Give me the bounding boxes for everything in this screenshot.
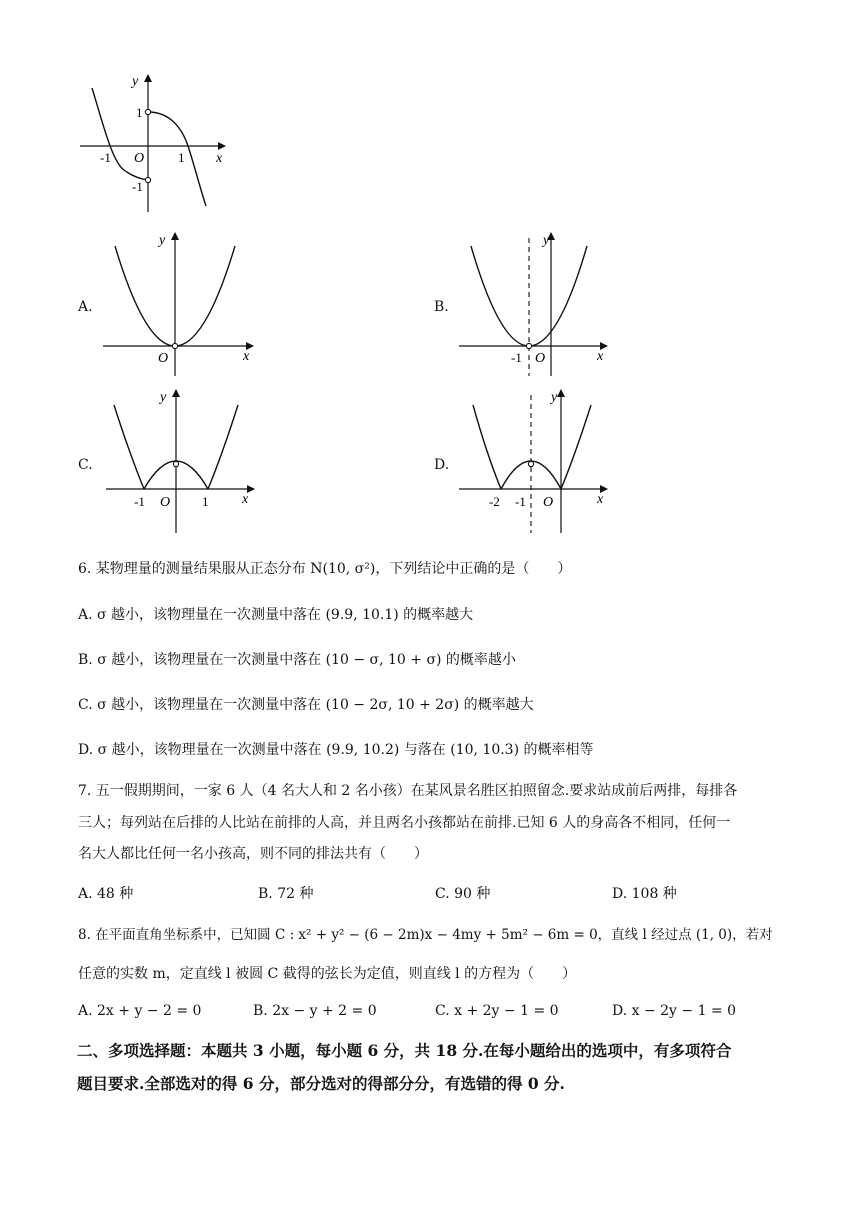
section-2-heading: [77, 1034, 797, 1100]
option-letter: B.: [434, 299, 449, 315]
x-axis-label: x: [597, 492, 604, 507]
top-function-graph: [70, 70, 235, 215]
q8-line-1: 8. 在平面直角坐标系中，已知圆 C : x² + y² − (6 − 2m)x − 4my + 5m² − 6m = 0，直线 l 经过点 (1, 0)，若对: [78, 927, 773, 943]
q6-option-a: A. σ 越小，该物理量在一次测量中落在 (9.9, 10.1) 的概率越大: [78, 607, 474, 623]
option-b-graph: [455, 228, 615, 378]
section-2-line-1: 二、多项选择题：本题共 3 小题，每小题 6 分，共 18 分.在每小题给出的选项中，有多项符合: [77, 1041, 732, 1060]
q7-line-2: 三人；每列站在后排的人比站在前排的人高，并且两名小孩都站在前排.已知 6 人的身高各不相同，任何一: [78, 815, 731, 831]
y-axis-label: y: [159, 233, 166, 248]
q6-option-d: D. σ 越小，该物理量在一次测量中落在 (9.9, 10.2) 与落在 (10, 10.3) 的概率相等: [78, 742, 594, 758]
x-axis-label: x: [597, 349, 604, 364]
origin-label: O: [134, 151, 145, 166]
q7-line-1: 7. 五一假期期间，一家 6 人（4 名大人和 2 名小孩）在某风景名胜区拍照留念.要求站成前后两排，每排各: [78, 783, 738, 799]
q7-option-c: C. 90 种: [435, 886, 491, 902]
q7-option-b: B. 72 种: [258, 886, 314, 902]
q7-options: [78, 883, 798, 903]
q8-options: [78, 1003, 798, 1023]
y-axis-label: y: [551, 390, 558, 405]
tick-label: 1: [178, 150, 185, 165]
option-letter: C.: [78, 457, 93, 473]
x-axis-label: x: [242, 492, 249, 507]
q8-option-b: B. 2x − y + 2 = 0: [253, 1003, 377, 1019]
q8-option-c: C. x + 2y − 1 = 0: [435, 1003, 559, 1019]
option-letter: A.: [78, 299, 93, 315]
q8-line-2: 任意的实数 m，定直线 l 被圆 C 截得的弦长为定值，则直线 l 的方程为（ ）: [78, 966, 577, 982]
q8-option-d: D. x − 2y − 1 = 0: [612, 1003, 737, 1019]
q8-option-a: A. 2x + y − 2 = 0: [78, 1003, 202, 1019]
x-axis-label: x: [243, 349, 250, 364]
tick-label: 1: [202, 494, 209, 509]
origin-label: O: [160, 495, 171, 510]
q7-line-3: 名大人都比任何一名小孩高，则不同的排法共有（ ）: [78, 846, 428, 862]
origin-label: O: [158, 351, 169, 366]
section-2-line-2: 题目要求.全部选对的得 6 分，部分选对的得部分分，有选错的得 0 分.: [77, 1074, 565, 1093]
origin-label: O: [535, 351, 546, 366]
y-axis-label: y: [132, 74, 139, 89]
y-axis-label: y: [543, 233, 550, 248]
tick-label: -2: [489, 494, 500, 509]
tick-label: -1: [134, 494, 145, 509]
option-c-graph: [100, 385, 265, 535]
q6-option-b: B. σ 越小，该物理量在一次测量中落在 (10 − σ, 10 + σ) 的概率越小: [78, 652, 516, 668]
x-axis-label: x: [216, 151, 223, 166]
tick-label: 1: [136, 105, 143, 120]
tick-label: -1: [132, 179, 143, 194]
q6-option-c: C. σ 越小，该物理量在一次测量中落在 (10 − 2σ, 10 + 2σ) 的概率越大: [78, 697, 534, 713]
q7-option-d: D. 108 种: [612, 886, 677, 902]
option-a-graph: [95, 228, 265, 378]
y-axis-label: y: [160, 390, 167, 405]
option-letter: D.: [434, 457, 450, 473]
tick-label: -1: [511, 350, 522, 365]
q6-stem: 6. 某物理量的测量结果服从正态分布 N(10, σ²)，下列结论中正确的是（ ）: [78, 561, 572, 577]
tick-label: -1: [515, 494, 526, 509]
origin-label: O: [543, 495, 554, 510]
tick-label: -1: [100, 150, 111, 165]
q7-option-a: A. 48 种: [78, 886, 134, 902]
option-d-graph: [455, 385, 615, 535]
